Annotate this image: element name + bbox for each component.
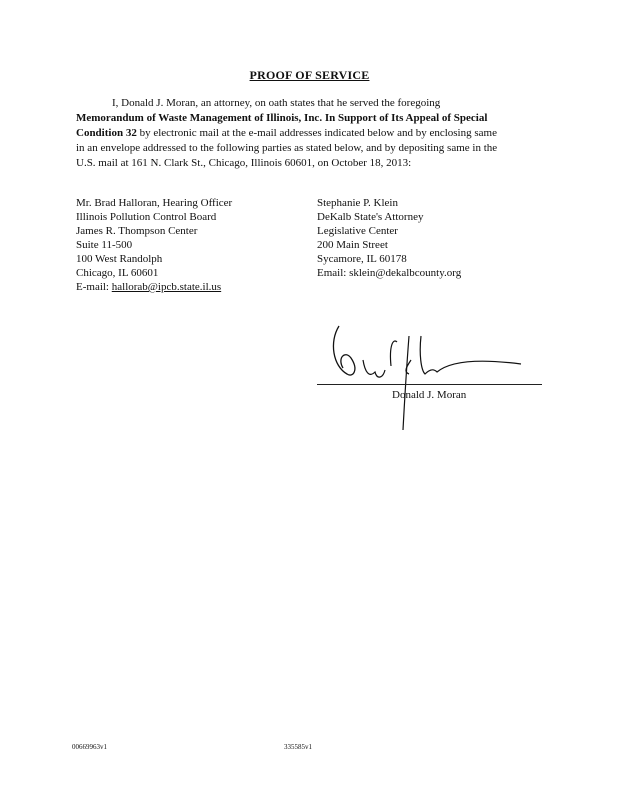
- recipient-right-email-link[interactable]: sklein@dekalbcounty.org: [349, 267, 462, 279]
- recipient-right-email-label: Email:: [317, 267, 350, 279]
- recipient-left-org: Illinois Pollution Control Board: [76, 211, 217, 223]
- statement-line-3: [76, 126, 546, 141]
- recipient-left-name: Mr. Brad Halloran, Hearing Officer: [76, 197, 233, 209]
- recipient-left-suite: Suite 11-500: [76, 239, 133, 251]
- statement-line-1: I, Donald J. Moran, an attorney, on oath states that he served the foregoing: [112, 97, 441, 109]
- recipient-left-email-link[interactable]: hallorab@ipcb.state.il.us: [111, 281, 222, 293]
- footer-doc-id-left: 00669963v1: [72, 743, 107, 751]
- signatory-name: Donald J. Moran: [392, 389, 467, 401]
- recipient-right-org: DeKalb State's Attorney: [317, 211, 424, 223]
- signature-line: [317, 384, 542, 385]
- recipient-right-name: Stephanie P. Klein: [317, 197, 398, 209]
- recipient-left-building: James R. Thompson Center: [76, 225, 198, 237]
- recipient-right-street: 200 Main Street: [317, 239, 388, 251]
- recipient-right-city: Sycamore, IL 60178: [317, 253, 407, 265]
- handwritten-signature: [325, 322, 555, 432]
- statement-line-5: U.S. mail at 161 N. Clark St., Chicago, Illinois 60601, on October 18, 2013:: [76, 157, 412, 169]
- recipient-right-building: Legislative Center: [317, 225, 398, 237]
- document-title: PROOF OF SERVICE: [249, 68, 370, 82]
- recipient-left-address: [76, 196, 286, 294]
- statement-condition: Condition 32: [76, 127, 137, 139]
- recipient-right-email-row: [317, 266, 537, 280]
- recipient-left-email-row: [76, 280, 286, 294]
- recipient-left-street: 100 West Randolph: [76, 253, 163, 265]
- recipient-left-email-label: E-mail:: [76, 281, 112, 293]
- statement-line-2: Memorandum of Waste Management of Illinois, Inc. In Support of Its Appeal of Special: [76, 112, 488, 124]
- statement-line-3-rest: by electronic mail at the e-mail addresses indicated below and by enclosing same: [136, 127, 497, 139]
- statement-line-4: in an envelope addressed to the following parties as stated below, and by depositing same in the: [76, 142, 498, 154]
- recipient-right-address: [317, 196, 537, 280]
- footer-doc-id-center: 335585v1: [284, 743, 312, 751]
- recipient-left-city: Chicago, IL 60601: [76, 267, 159, 279]
- service-statement: [76, 96, 546, 171]
